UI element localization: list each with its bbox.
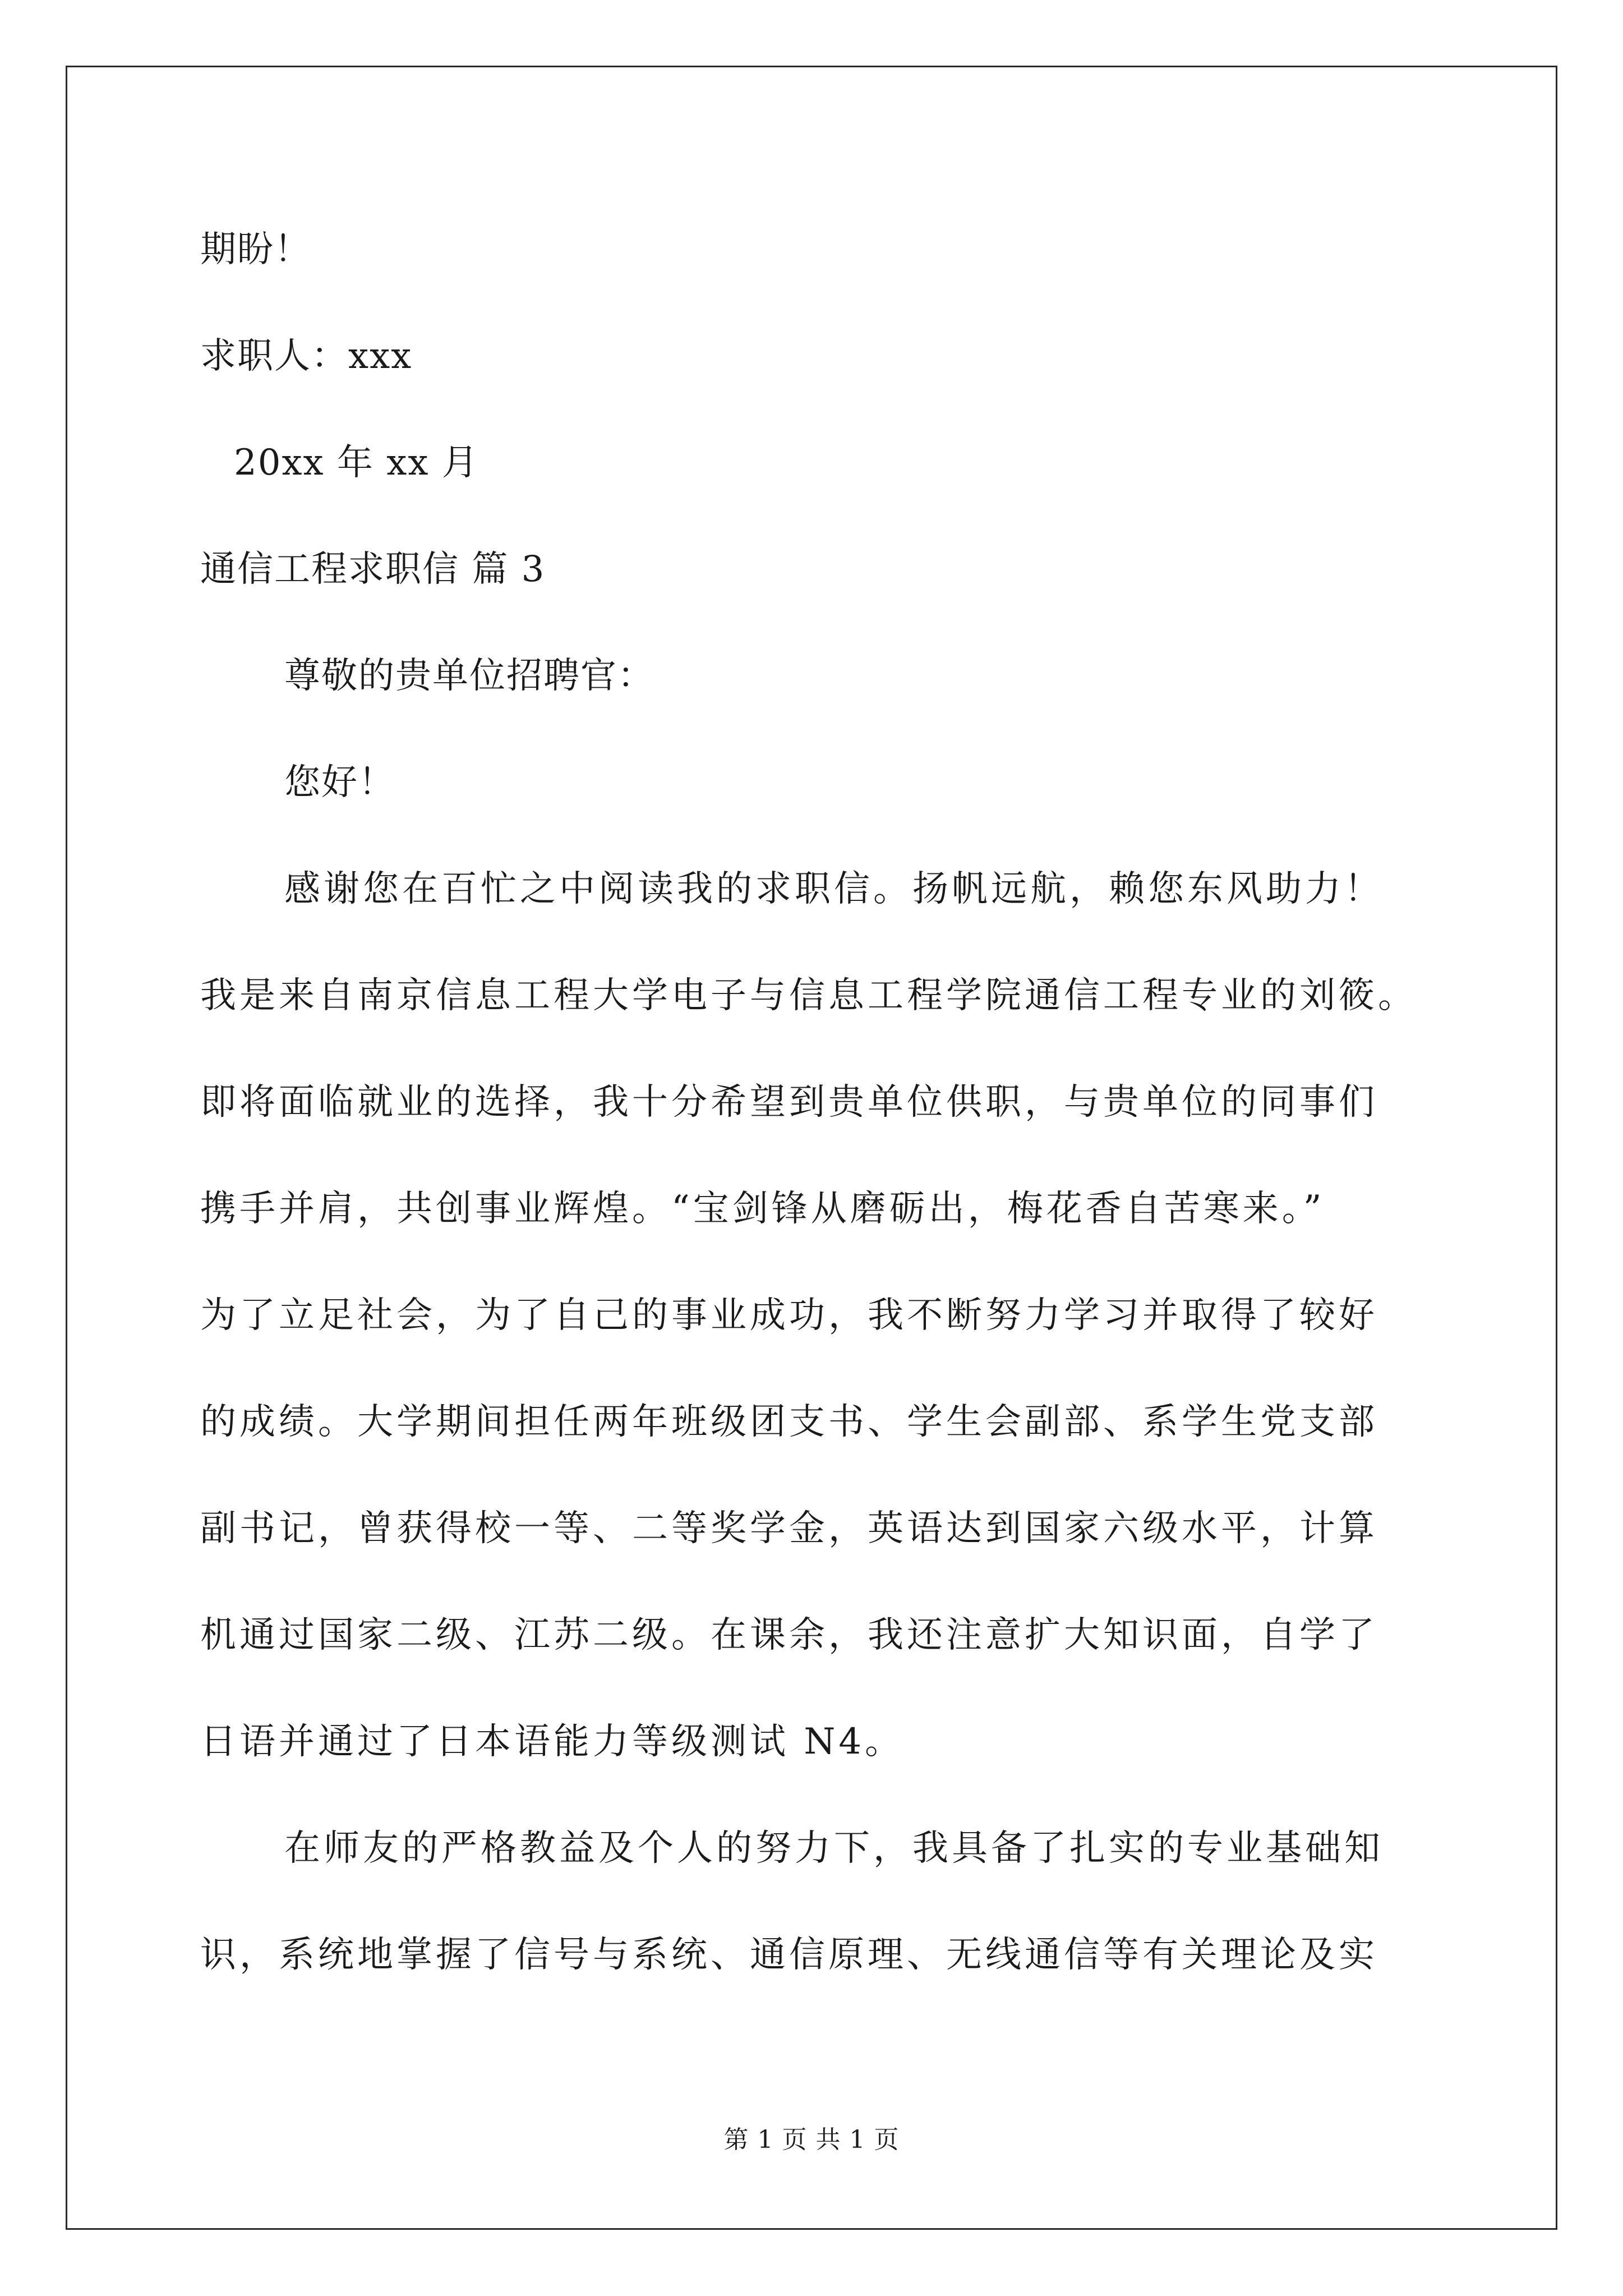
paragraph-line: 即将面临就业的选择，我十分希望到贵单位供职，与贵单位的同事们 — [200, 1082, 1378, 1123]
section-title: 通信工程求职信 篇 3 — [200, 549, 546, 590]
paragraph-line: 的成绩。大学期间担任两年班级团支书、学生会副部、系学生党支部 — [200, 1401, 1378, 1443]
greeting: 您好！ — [284, 762, 395, 803]
applicant-name: 求职人：xxx — [200, 335, 413, 377]
paragraph-line: 副书记，曾获得校一等、二等奖学金，英语达到国家六级水平，计算 — [200, 1508, 1378, 1549]
paragraph-line: 携手并肩，共创事业辉煌。“宝剑锋从磨砺出，梅花香自苦寒来。” — [200, 1188, 1325, 1230]
paragraph-line: 感谢您在百忙之中阅读我的求职信。扬帆远航，赖您东风助力！ — [284, 868, 1384, 910]
paragraph-line: 我是来自南京信息工程大学电子与信息工程学院通信工程专业的刘筱。 — [200, 975, 1417, 1016]
closing-text: 期盼！ — [200, 229, 311, 270]
paragraph-line: 识，系统地掌握了信号与系统、通信原理、无线通信等有关理论及实 — [200, 1934, 1378, 1976]
letter-date: 20xx 年 xx 月 — [234, 442, 479, 484]
page-border — [66, 66, 1557, 2230]
paragraph-line: 在师友的严格教益及个人的努力下，我具备了扎实的专业基础知 — [284, 1828, 1384, 1869]
page-footer: 第 1 页 共 1 页 — [723, 2125, 900, 2154]
salutation: 尊敬的贵单位招聘官： — [284, 655, 654, 697]
paragraph-line: 日语并通过了日本语能力等级测试 N4。 — [200, 1721, 905, 1763]
paragraph-line: 机通过国家二级、江苏二级。在课余，我还注意扩大知识面，自学了 — [200, 1614, 1378, 1656]
paragraph-line: 为了立足社会，为了自己的事业成功，我不断努力学习并取得了较好 — [200, 1295, 1378, 1336]
